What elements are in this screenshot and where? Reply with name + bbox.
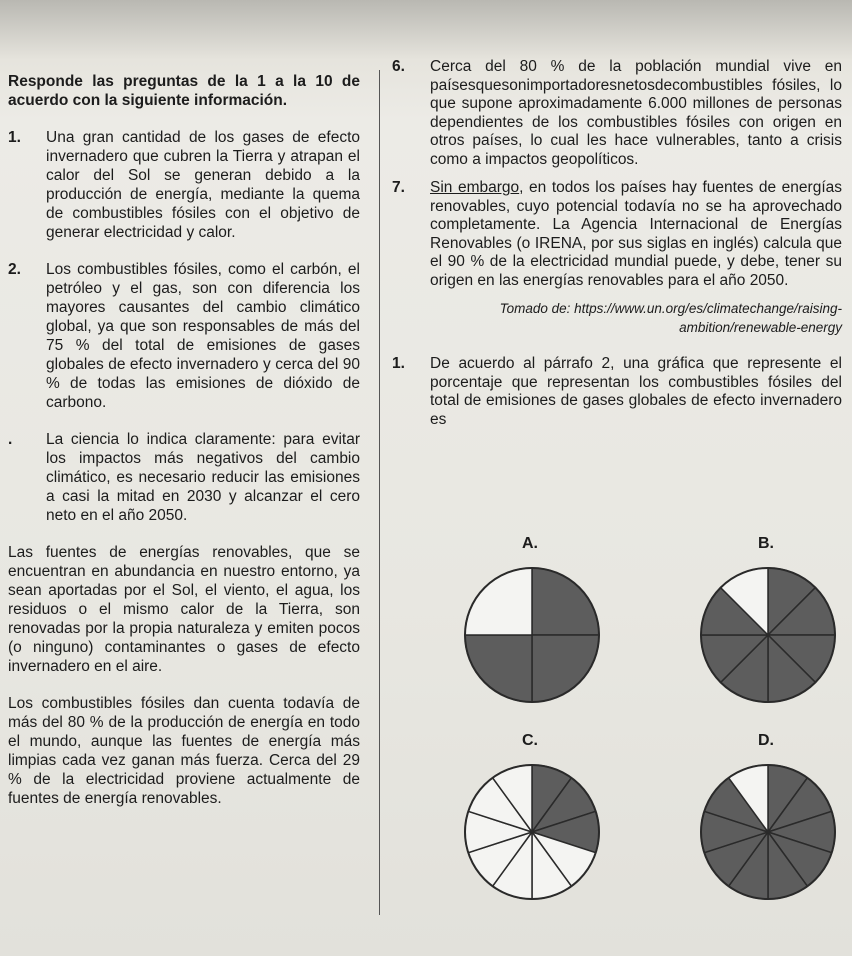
info-item-2	[8, 260, 360, 412]
item-text: Una gran cantidad de los gases de efecto invernadero que cubren la Tierra y atrapan el calor del Sol se generan debido a la producción de energía, mediante la quema de combustibles fósiles con el objetivo de generar electricidad y calor.	[46, 129, 360, 241]
option-c-pie[interactable]	[462, 762, 602, 902]
item-text: Cerca del 80 % de la población mundial vive en paísesquesonimportadoresnetosdecombustibles fósiles, lo que supone aproximadamente 6.000 millones de personas dependientes de los combustibles fósiles con origen en otros países, lo cual les hace vulnerables, tanto a crisis como a impactos geopolíticos.	[430, 58, 842, 168]
option-b-pie[interactable]	[698, 565, 838, 705]
option-d-label[interactable]: D.	[758, 732, 774, 749]
paragraph-renewables: Las fuentes de energías renovables, que se encuentran en abundancia en nuestro entorno, ya sean aportadas por el Sol, el viento, el agua, los residuos o el mismo calor de la Tierra, son renovadas por la propia naturaleza y emiten pocos (o ninguno) contaminantes o gases de efecto invernadero en el aire.	[8, 544, 360, 675]
item-number: 2.	[8, 261, 21, 278]
option-c-label[interactable]: C.	[522, 732, 538, 749]
option-a-pie[interactable]	[462, 565, 602, 705]
item-text	[430, 179, 842, 290]
item-number: 7.	[392, 179, 405, 196]
question-text: De acuerdo al párrafo 2, una gráfica que represente el porcentaje que representan los combustibles fósiles del total de emisiones de gases globales de efecto invernadero es	[430, 355, 842, 428]
item-text: La ciencia lo indica claramente: para evitar los impactos más negativos del cambio climático, es necesario reducir las emisiones a casi la mitad en 2030 y alcanzar el cero neto en el año 2050.	[46, 431, 360, 524]
info-item-1	[8, 128, 360, 242]
column-divider	[379, 70, 380, 915]
option-b-label[interactable]: B.	[758, 535, 774, 552]
option-d-pie[interactable]	[698, 762, 838, 902]
paragraph-fossil-share: Los combustibles fósiles dan cuenta todavía de más del 80 % de la producción de energía en todo el mundo, aunque las fuentes de energía más limpias cada vez ganan más fuerza. Cerca del 29 % de la electricidad proviene actualmente de fuentes de energía renovables.	[8, 695, 360, 807]
question-1	[392, 355, 842, 429]
info-item-6	[392, 58, 842, 169]
question-number: 1.	[392, 355, 405, 372]
info-item-3	[8, 430, 360, 525]
item-number: 6.	[392, 58, 405, 75]
option-a-label[interactable]: A.	[522, 535, 538, 552]
underlined-phrase: Sin embargo	[430, 179, 520, 196]
right-column	[392, 58, 842, 429]
item-number: .	[8, 431, 13, 448]
citation: Tomado de: https://www.un.org/es/climatechange/raising-ambition/renewable-energy	[499, 301, 842, 335]
item-text-rest: , en todos los países hay fuentes de energías renovables, cuyo potencial todavía no se ha aprovechado completamente. La Agencia Internacional de Energías Renovables (o IRENA, por sus siglas en inglés) calcula que el 90 % de la electricidad mundial puede, y debe, tener su origen en las energías renovables para el año 2050.	[430, 179, 843, 289]
instructions: Responde las preguntas de la 1 a la 10 de acuerdo con la siguiente información.	[8, 73, 360, 109]
left-column	[8, 72, 360, 808]
item-number: 1.	[8, 129, 21, 146]
info-item-7	[392, 179, 842, 290]
item-text: Los combustibles fósiles, como el carbón, el petróleo y el gas, son con diferencia los mayores causantes del cambio climático global, ya que son responsables de más del 75 % del total de emisiones de gases globales de efecto invernadero y cerca del 90 % de todas las emisiones de dióxido de carbono.	[46, 261, 360, 411]
